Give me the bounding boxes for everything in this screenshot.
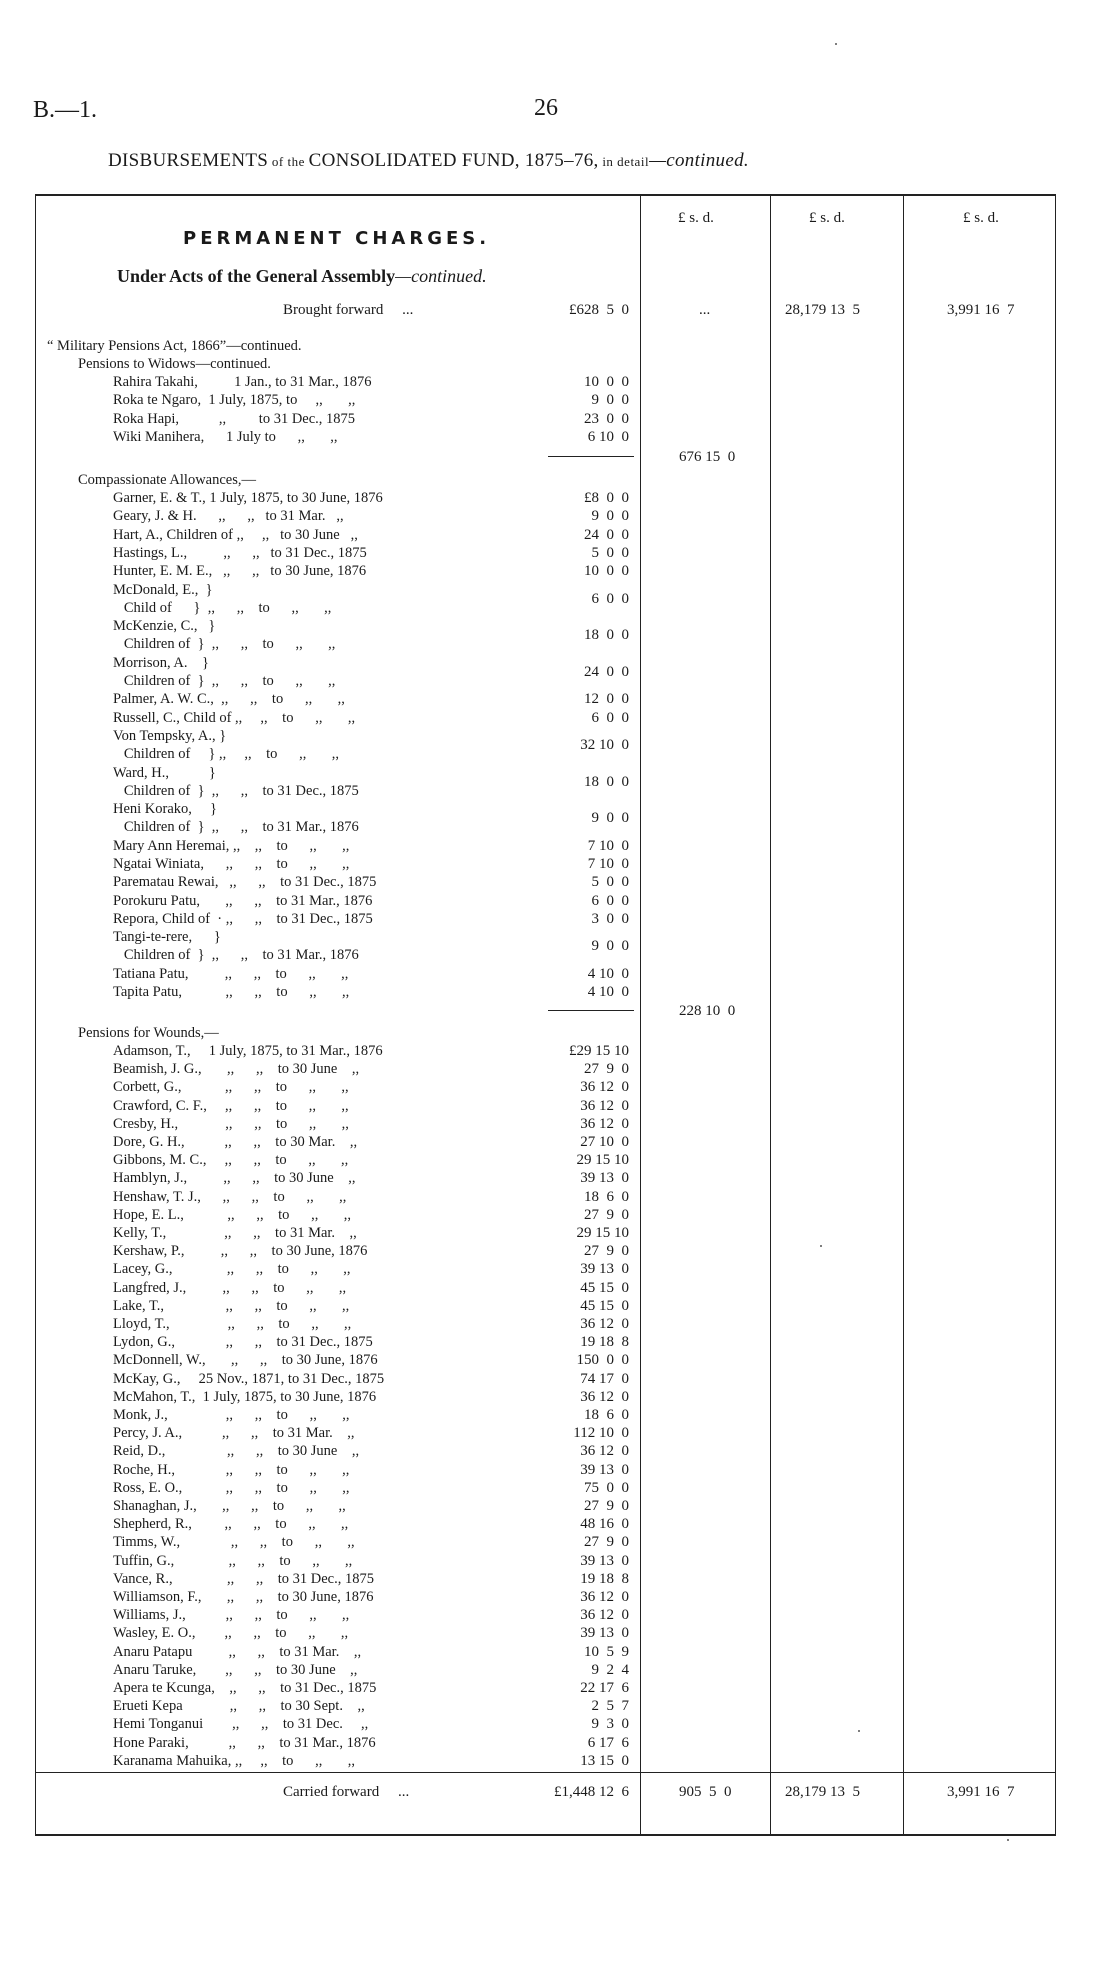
wound-row-label: Adamson, T., 1 July, 1875, to 31 Mar., 1876 [113, 1043, 383, 1059]
widows-rule [548, 456, 634, 457]
wounds-title: Pensions for Wounds,— [78, 1025, 219, 1041]
compassionate-row-amount: 4 10 0 [587, 984, 629, 1001]
widows-subtotal: 676 15 0 [679, 449, 736, 465]
carried-forward-rule [35, 1772, 1056, 1773]
compassionate-row-label: Tatiana Patu, ,, ,, to ,, ,, [113, 965, 349, 982]
wound-row-amount: 27 9 0 [584, 1206, 629, 1223]
wound-row-label: McDonnell, W., ,, ,, to 30 June, 1876 [113, 1352, 378, 1369]
wound-row-label: Hemi Tonganui ,, ,, to 31 Dec. ,, [113, 1716, 369, 1733]
brought-forward-col1: ... [699, 302, 711, 318]
wound-row-amount: 18 6 0 [584, 1407, 629, 1423]
heading-part4: in detail [598, 154, 650, 169]
compassionate-row-amount: 6 0 0 [591, 590, 629, 607]
wound-row-label: Anaru Patapu ,, ,, to 31 Mar. ,, [113, 1643, 362, 1660]
widow-row-label: Roka Hapi, ,, to 31 Dec., 1875 [113, 410, 356, 427]
compassionate-row-label: Tangi-te-rere, } [113, 929, 221, 946]
wound-row-amount: 9 2 4 [591, 1661, 629, 1678]
wound-row-amount: 27 9 0 [584, 1061, 629, 1078]
wound-row-label: Reid, D., ,, ,, to 30 June ,, [113, 1443, 360, 1460]
wound-row-amount: 39 13 0 [580, 1552, 629, 1569]
wound-row-label: Lake, T., ,, ,, to ,, ,, [113, 1297, 350, 1314]
brought-forward-label: Brought forward ... [283, 302, 414, 318]
wound-row-label: Beamish, J. G., ,, ,, to 30 June ,, [113, 1061, 360, 1078]
compassionate-row-amount: 18 0 0 [584, 627, 629, 644]
compassionate-row-label: Child of } ,, ,, to ,, ,, [113, 599, 332, 616]
compassionate-row-label: Hunter, E. M. E., ,, ,, to 30 June, 1876 [113, 563, 367, 580]
brought-forward-col2: 28,179 13 5 [785, 302, 860, 318]
wound-row-amount: 36 12 0 [580, 1115, 629, 1132]
column-divider-2 [770, 194, 771, 1836]
wound-row-amount: 36 12 0 [580, 1097, 629, 1114]
compassionate-row-label: Children of } ,, ,, to ,, ,, [113, 636, 336, 653]
wound-row-amount: £29 15 10 [569, 1043, 629, 1059]
wound-row-label: Cresby, H., ,, ,, to ,, ,, [113, 1115, 349, 1132]
wound-row-label: Ross, E. O., ,, ,, to ,, ,, [113, 1479, 350, 1496]
wound-row-amount: 13 15 0 [580, 1752, 629, 1769]
compassionate-row-label: Hastings, L., ,, ,, to 31 Dec., 1875 [113, 544, 367, 561]
section-subtitle-main: Under Acts of the General Assembly [117, 266, 396, 286]
compassionate-row-amount: £8 0 0 [584, 490, 629, 506]
paper-speck [1007, 1839, 1009, 1841]
compassionate-row-amount: 6 0 0 [591, 709, 629, 726]
wound-row-label: Shanaghan, J., ,, ,, to ,, ,, [113, 1498, 346, 1514]
compassionate-row-label: Porokuru Patu, ,, ,, to 31 Mar., 1876 [113, 892, 373, 909]
wound-row-label: Vance, R., ,, ,, to 31 Dec., 1875 [113, 1570, 374, 1587]
brought-forward-amount: £628 5 0 [569, 302, 629, 318]
compassionate-row-label: Children of } ,, ,, to ,, ,, [113, 745, 340, 762]
wound-row-amount: 29 15 10 [576, 1225, 629, 1241]
wound-row-amount: 39 13 0 [580, 1461, 629, 1478]
wound-row-label: McKay, G., 25 Nov., 1871, to 31 Dec., 1875 [113, 1370, 385, 1387]
wound-row-amount: 6 17 6 [587, 1734, 629, 1751]
compassionate-row-amount: 24 0 0 [584, 526, 629, 543]
wound-row-label: McMahon, T., 1 July, 1875, to 30 June, 1876 [113, 1388, 377, 1405]
page-number: 26 [534, 95, 558, 121]
wound-row-label: Williamson, F., ,, ,, to 30 June, 1876 [113, 1589, 374, 1605]
compassionate-row-label: Garner, E. & T., 1 July, 1875, to 30 June, 1876 [113, 490, 383, 506]
compassionate-row-label: Children of } ,, ,, to 31 Dec., 1875 [113, 782, 359, 799]
column-divider-3 [903, 194, 904, 1836]
wound-row-amount: 36 12 0 [580, 1316, 629, 1332]
compassionate-row-label: Heni Korako, } [113, 801, 218, 818]
carried-forward-col1: 905 5 0 [679, 1784, 732, 1800]
compassionate-row-label: Children of } ,, ,, to ,, ,, [113, 672, 336, 689]
wound-row-amount: 36 12 0 [580, 1607, 629, 1624]
compassionate-row-amount: 12 0 0 [584, 691, 629, 708]
wound-row-amount: 18 6 0 [584, 1188, 629, 1205]
brought-forward-col3: 3,991 16 7 [947, 302, 1015, 318]
widow-row-amount: 10 0 0 [584, 374, 629, 390]
compassionate-row-label: McDonald, E., } [113, 581, 213, 598]
compassionate-row-amount: 32 10 0 [580, 736, 629, 753]
page-heading [108, 150, 749, 172]
compassionate-row-label: Ward, H., } [113, 764, 216, 781]
wound-row-amount: 75 0 0 [584, 1479, 629, 1496]
wound-row-label: Lydon, G., ,, ,, to 31 Dec., 1875 [113, 1334, 373, 1351]
compassionate-row-label: Ngatai Winiata, ,, ,, to ,, ,, [113, 856, 350, 872]
wound-row-amount: 27 10 0 [580, 1134, 629, 1150]
carried-forward-col3: 3,991 16 7 [947, 1784, 1015, 1800]
wound-row-label: Crawford, C. F., ,, ,, to ,, ,, [113, 1097, 349, 1114]
compassionate-row-amount: 7 10 0 [587, 837, 629, 854]
wound-row-amount: 2 5 7 [591, 1698, 629, 1715]
heading-part5: —continued. [649, 150, 749, 171]
wound-row-label: Williams, J., ,, ,, to ,, ,, [113, 1607, 350, 1624]
column-divider-1 [640, 194, 641, 1836]
wound-row-label: Wasley, E. O., ,, ,, to ,, ,, [113, 1625, 349, 1642]
carried-forward-col2: 28,179 13 5 [785, 1784, 860, 1800]
section-title: PERMANENT CHARGES. [183, 228, 491, 249]
wound-row-label: Hamblyn, J., ,, ,, to 30 June ,, [113, 1170, 356, 1187]
wound-row-label: Langfred, J., ,, ,, to ,, ,, [113, 1279, 347, 1296]
wound-row-label: Roche, H., ,, ,, to ,, ,, [113, 1461, 350, 1478]
carried-forward-label: Carried forward ... [283, 1784, 410, 1800]
wound-row-amount: 27 9 0 [584, 1498, 629, 1514]
compassionate-row-label: McKenzie, C., } [113, 618, 216, 635]
wound-row-label: Anaru Taruke, ,, ,, to 30 June ,, [113, 1661, 358, 1678]
wound-row-amount: 36 12 0 [580, 1079, 629, 1096]
wound-row-label: Monk, J., ,, ,, to ,, ,, [113, 1407, 350, 1423]
wound-row-label: Apera te Kcunga, ,, ,, to 31 Dec., 1875 [113, 1680, 377, 1696]
widow-row-label: Rahira Takahi, 1 Jan., to 31 Mar., 1876 [113, 374, 372, 390]
wound-row-amount: 19 18 8 [580, 1334, 629, 1351]
heading-part1: DISBURSEMENTS [108, 150, 269, 171]
column-header-3: £ s. d. [963, 210, 999, 226]
paper-speck [858, 1730, 860, 1732]
compassionate-row-label: Tapita Patu, ,, ,, to ,, ,, [113, 984, 350, 1001]
widows-title: Pensions to Widows—continued. [78, 356, 271, 372]
compassionate-row-label: Hart, A., Children of ,, ,, to 30 June ,, [113, 526, 358, 543]
wound-row-label: Gibbons, M. C., ,, ,, to ,, ,, [113, 1152, 349, 1169]
wound-row-label: Percy, J. A., ,, ,, to 31 Mar. ,, [113, 1425, 355, 1442]
act-title: “ Military Pensions Act, 1866”—continued. [47, 338, 302, 354]
widow-row-label: Roka te Ngaro, 1 July, 1875, to ,, ,, [113, 392, 356, 409]
wound-row-amount: 29 15 10 [576, 1152, 629, 1169]
wound-row-label: Shepherd, R., ,, ,, to ,, ,, [113, 1516, 349, 1533]
wound-row-label: Corbett, G., ,, ,, to ,, ,, [113, 1079, 349, 1096]
wound-row-label: Karanama Mahuika, ,, ,, to ,, ,, [113, 1752, 356, 1769]
document-reference: B.—1. [33, 97, 98, 123]
wound-row-amount: 19 18 8 [580, 1570, 629, 1587]
compassionate-subtotal: 228 10 0 [679, 1003, 736, 1019]
compassionate-row-amount: 18 0 0 [584, 773, 629, 790]
compassionate-row-amount: 3 0 0 [591, 910, 629, 927]
compassionate-rule [548, 1010, 634, 1011]
compassionate-row-amount: 24 0 0 [584, 663, 629, 680]
column-header-1: £ s. d. [678, 210, 714, 226]
wound-row-amount: 22 17 6 [580, 1680, 629, 1696]
wound-row-label: Erueti Kepa ,, ,, to 30 Sept. ,, [113, 1698, 365, 1715]
widow-row-amount: 23 0 0 [584, 410, 629, 427]
compassionate-row-label: Mary Ann Heremai, ,, ,, to ,, ,, [113, 837, 350, 854]
wound-row-amount: 39 13 0 [580, 1261, 629, 1278]
compassionate-row-amount: 9 0 0 [591, 508, 629, 525]
compassionate-row-label: Children of } ,, ,, to 31 Mar., 1876 [113, 819, 359, 836]
compassionate-row-amount: 5 0 0 [591, 544, 629, 561]
compassionate-title: Compassionate Allowances,— [78, 472, 257, 488]
compassionate-row-label: Geary, J. & H. ,, ,, to 31 Mar. ,, [113, 508, 344, 525]
wound-row-label: Lloyd, T., ,, ,, to ,, ,, [113, 1316, 352, 1332]
compassionate-row-label: Russell, C., Child of ,, ,, to ,, ,, [113, 709, 356, 726]
compassionate-row-label: Palmer, A. W. C., ,, ,, to ,, ,, [113, 691, 345, 708]
compassionate-row-label: Children of } ,, ,, to 31 Mar., 1876 [113, 947, 359, 964]
widow-row-label: Wiki Manihera, 1 July to ,, ,, [113, 428, 338, 445]
heading-part3: CONSOLIDATED FUND, 1875–76, [308, 150, 599, 171]
compassionate-row-amount: 9 0 0 [591, 938, 629, 955]
paper-speck [820, 1245, 822, 1247]
compassionate-row-amount: 5 0 0 [591, 874, 629, 891]
wound-row-amount: 27 9 0 [584, 1243, 629, 1260]
wound-row-amount: 112 10 0 [573, 1425, 629, 1442]
section-subtitle-cont: —continued. [395, 266, 487, 286]
wound-row-label: Lacey, G., ,, ,, to ,, ,, [113, 1261, 351, 1278]
wound-row-label: Kelly, T., ,, ,, to 31 Mar. ,, [113, 1225, 357, 1241]
wound-row-amount: 39 13 0 [580, 1625, 629, 1642]
wound-row-amount: 48 16 0 [580, 1516, 629, 1533]
wound-row-label: Hope, E. L., ,, ,, to ,, ,, [113, 1206, 352, 1223]
widow-row-amount: 6 10 0 [587, 428, 629, 445]
wound-row-amount: 27 9 0 [584, 1534, 629, 1551]
compassionate-row-label: Parematau Rewai, ,, ,, to 31 Dec., 1875 [113, 874, 377, 891]
compassionate-row-label: Von Tempsky, A., } [113, 727, 227, 744]
wound-row-amount: 36 12 0 [580, 1589, 629, 1605]
wound-row-amount: 150 0 0 [576, 1352, 629, 1369]
widow-row-amount: 9 0 0 [591, 392, 629, 409]
wound-row-label: Tuffin, G., ,, ,, to ,, ,, [113, 1552, 353, 1569]
paper-speck [835, 43, 837, 45]
compassionate-row-amount: 7 10 0 [587, 856, 629, 872]
column-header-2: £ s. d. [809, 210, 845, 226]
compassionate-row-amount: 10 0 0 [584, 563, 629, 580]
wound-row-amount: 45 15 0 [580, 1297, 629, 1314]
wound-row-amount: 36 12 0 [580, 1443, 629, 1460]
wound-row-amount: 39 13 0 [580, 1170, 629, 1187]
compassionate-row-label: Repora, Child of · ,, ,, to 31 Dec., 1875 [113, 910, 373, 927]
wound-row-amount: 36 12 0 [580, 1388, 629, 1405]
carried-forward-amount: £1,448 12 6 [554, 1784, 629, 1800]
compassionate-row-amount: 9 0 0 [591, 810, 629, 827]
wound-row-label: Timms, W., ,, ,, to ,, ,, [113, 1534, 355, 1551]
compassionate-row-amount: 6 0 0 [591, 892, 629, 909]
wound-row-amount: 10 5 9 [584, 1643, 629, 1660]
wound-row-amount: 9 3 0 [591, 1716, 629, 1733]
wound-row-label: Hone Paraki, ,, ,, to 31 Mar., 1876 [113, 1734, 376, 1751]
wound-row-label: Dore, G. H., ,, ,, to 30 Mar. ,, [113, 1134, 358, 1150]
wound-row-amount: 45 15 0 [580, 1279, 629, 1296]
wound-row-amount: 74 17 0 [580, 1370, 629, 1387]
section-subtitle [117, 266, 487, 287]
compassionate-row-amount: 4 10 0 [587, 965, 629, 982]
wound-row-label: Henshaw, T. J., ,, ,, to ,, ,, [113, 1188, 347, 1205]
wound-row-label: Kershaw, P., ,, ,, to 30 June, 1876 [113, 1243, 368, 1260]
heading-part2: of the [268, 154, 309, 169]
compassionate-row-label: Morrison, A. } [113, 654, 209, 671]
